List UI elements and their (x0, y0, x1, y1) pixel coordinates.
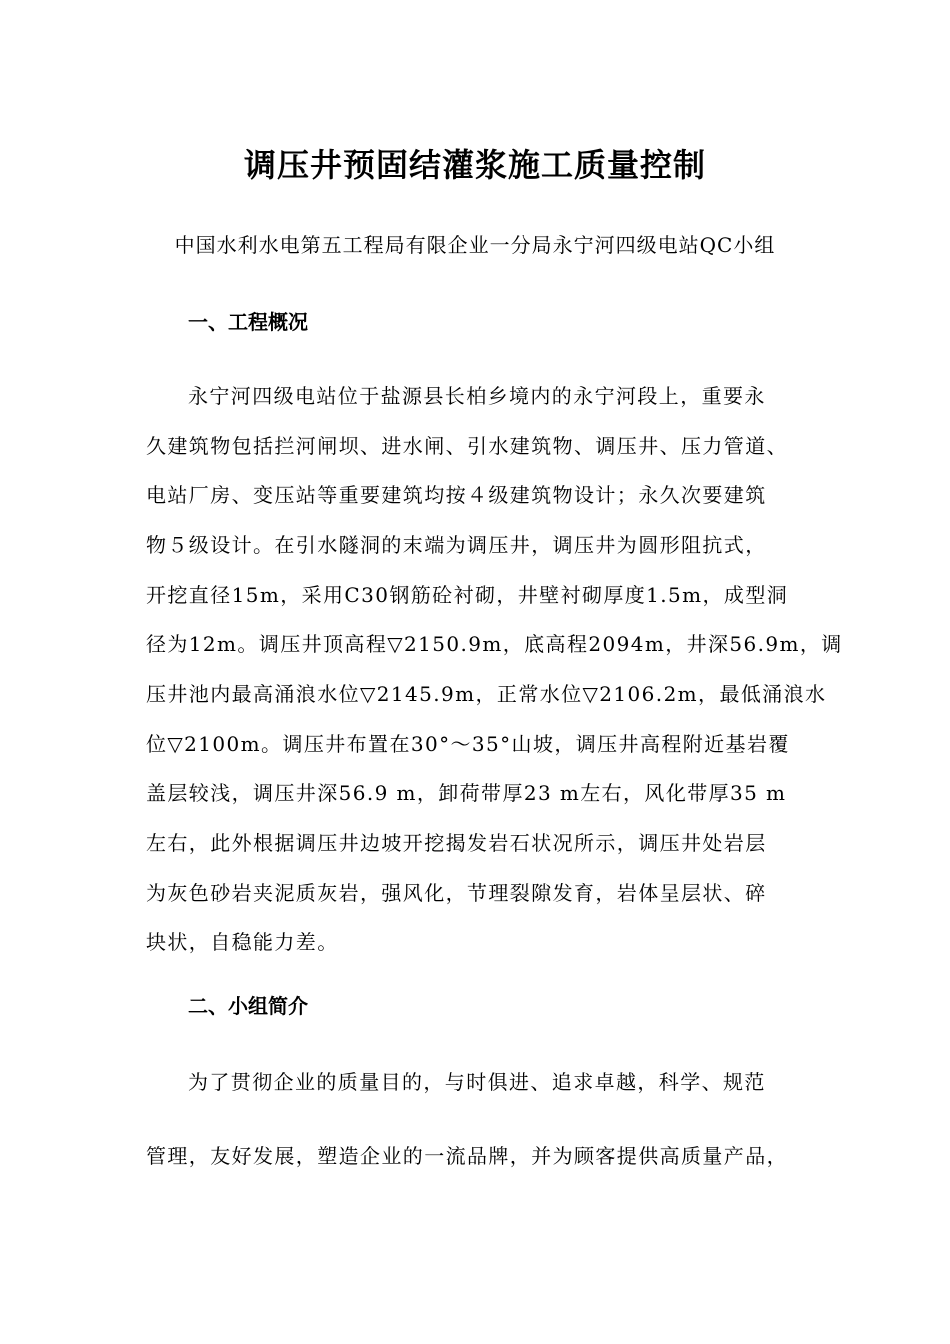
paragraph-line: 压井池内最高涌浪水位▽2145.9m，正常水位▽2106.2m，最低涌浪水 (146, 682, 827, 706)
paragraph-line: 块状，自稳能力差。 (146, 930, 339, 954)
paragraph-line: 径为12m。调压井顶高程▽2150.9m，底高程2094m，井深56.9m，调 (146, 632, 843, 656)
paragraph-line: 永宁河四级电站位于盐源县长柏乡境内的永宁河段上，重要永 (188, 384, 766, 408)
paragraph-line: 左右，此外根据调压井边坡开挖揭发岩石状况所示，调压井处岩层 (146, 831, 767, 855)
paragraph-line: 久建筑物包括拦河闸坝、进水闸、引水建筑物、调压井、压力管道、 (146, 434, 788, 458)
document-subtitle: 中国水利水电第五工程局有限企业一分局永宁河四级电站QC小组 (174, 233, 776, 257)
paragraph-line: 盖层较浅，调压井深56.9 m，卸荷带厚23 m左右，风化带厚35 m (146, 781, 787, 805)
paragraph-line: 管理，友好发展，塑造企业的一流品牌，并为顾客提供高质量产品， (146, 1144, 788, 1168)
paragraph-line: 物５级设计。在引水隧洞的末端为调压井，调压井为圆形阻抗式， (146, 533, 767, 557)
document-title: 调压井预固结灌浆施工质量控制 (243, 146, 706, 184)
paragraph-line: 为灰色砂岩夹泥质灰岩，强风化，节理裂隙发育，岩体呈层状、碎 (146, 881, 767, 905)
paragraph-line: 位▽2100m。调压井布置在30°～35°山坡，调压井高程附近基岩覆 (146, 732, 790, 756)
paragraph-line: 开挖直径15m，采用C30钢筋砼衬砌，井壁衬砌厚度1.5m，成型洞 (146, 583, 789, 607)
section-heading-project-overview: 一、工程概况 (188, 310, 308, 334)
paragraph-line: 电站厂房、变压站等重要建筑均按４级建筑物设计；永久次要建筑 (146, 483, 767, 507)
section-heading-team-intro: 二、小组简介 (188, 994, 308, 1018)
paragraph-line: 为了贯彻企业的质量目的，与时俱进、追求卓越，科学、规范 (188, 1070, 766, 1094)
